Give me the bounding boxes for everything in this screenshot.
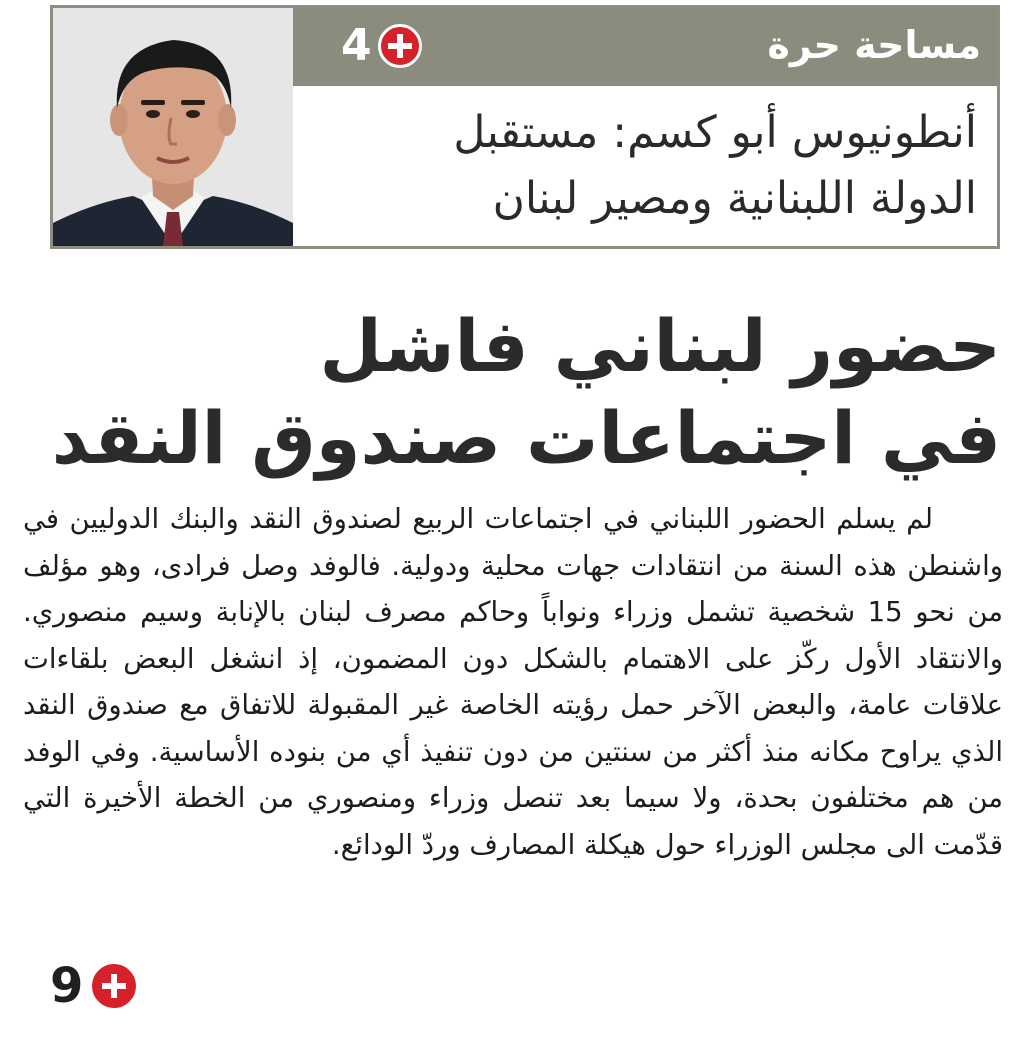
page-reference-bottom[interactable] [50,960,139,1012]
article-headline [41,300,1001,484]
article-body: لم يسلم الحضور اللبناني في اجتماعات الربيع لصندوق النقد والبنك الدوليين في واشنطن هذه السنة من انتقادات جهات محلية ودولية. فالوفد وصل فرادى، وهو مؤلف من نحو 15 شخصية تشمل وزراء ونواباً وحاكم مصرف لبنان بالإنابة وسيم منصوري. والانتقاد الأول ركّز على الاهتمام بالشكل دون المضمون، إذ انشغل البعض بلقاءات علاقات عامة، والبعض الآخر حمل رؤيته الخاصة غير المقبولة للاتفاق مع صندوق النقد الذي يراوح مكانه منذ أكثر من سنتين من دون تنفيذ أي من بنوده الأساسية. وفي الوفد من هم مختلفون بحدة، ولا سيما بعد تنصل وزراء ومنصوري من الخطة الأخيرة التي قدّمت الى مجلس الوزراء حول هيكلة المصارف وردّ الودائع. [23,503,1004,861]
page-reference-top[interactable] [341,22,422,70]
author-portrait-image [53,8,293,246]
column-header-box [50,5,1000,249]
page-number: 9 [50,958,84,1014]
headline-line-1: حضور لبناني فاشل [319,304,1001,388]
author-photo [53,8,293,246]
section-title-bar [293,8,997,86]
section-title: مساحة حرة [767,23,981,67]
headline-line-2: في اجتماعات صندوق النقد [51,396,1001,480]
column-headline: أنطونيوس أبو كسم: مستقبل الدولة اللبنانية ومصير لبنان [453,107,977,224]
plus-circle-icon [89,961,139,1011]
page-number: 4 [341,20,372,71]
plus-circle-icon [378,24,422,68]
